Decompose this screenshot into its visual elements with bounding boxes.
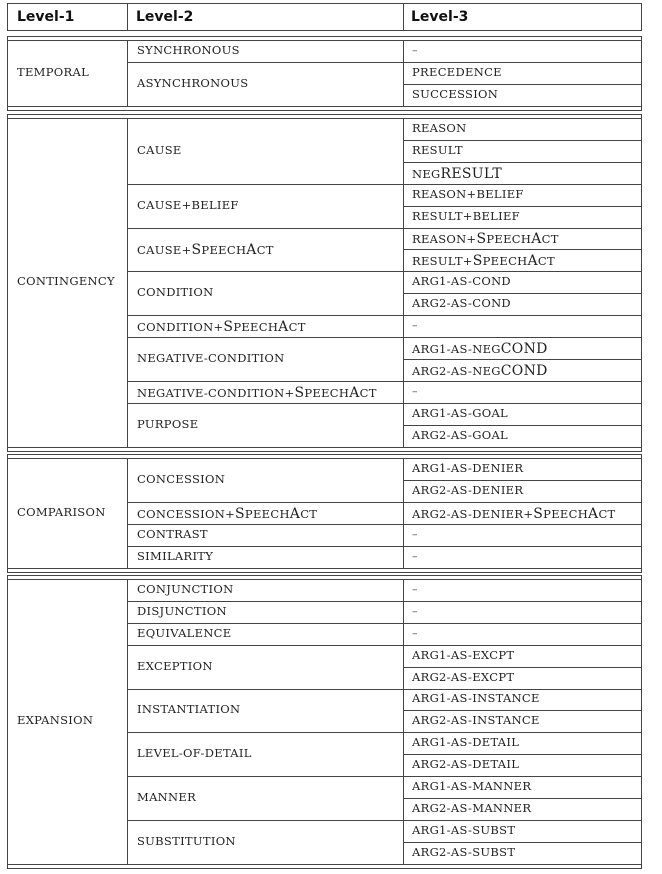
row-rule-level2	[127, 776, 641, 777]
level3-none: –	[412, 604, 418, 618]
row-rule-level3	[403, 140, 641, 141]
group-2-rule-left	[7, 454, 8, 573]
level2-manner: MANNER	[137, 790, 197, 804]
row-rule-level2	[127, 645, 641, 646]
level3-negresult: NEGRESULT	[412, 165, 502, 182]
level3-succession: SUCCESSION	[412, 86, 499, 101]
group-0-rule-col2	[403, 40, 404, 106]
level3-reason-speechact: REASON+SPEECHACT	[412, 231, 559, 248]
row-rule-level2	[127, 524, 641, 525]
level3-arg2-as-detail: ARG2-AS-DETAIL	[412, 757, 520, 772]
group-3-rule-top-outer	[7, 575, 641, 576]
level3-arg1-as-goal: ARG1-AS-GOAL	[412, 405, 508, 420]
row-rule-level3	[403, 293, 641, 294]
group-2-rule-col2	[403, 458, 404, 568]
group-0-rule-top-inner	[7, 40, 641, 41]
row-rule-level2	[127, 689, 641, 690]
header-col-rule-2	[403, 3, 404, 31]
level3-none: –	[412, 582, 418, 596]
row-rule-level3	[403, 162, 641, 163]
row-rule-level3	[403, 798, 641, 799]
row-rule-level2	[127, 623, 641, 624]
row-rule-level3	[403, 754, 641, 755]
level3-arg1-as-detail: ARG1-AS-DETAIL	[412, 735, 520, 750]
level3-result: RESULT	[412, 142, 463, 157]
level3-none: –	[412, 527, 418, 541]
level3-reason-belief: REASON+BELIEF	[412, 186, 524, 201]
row-rule-level2	[127, 502, 641, 503]
row-rule-level2	[127, 403, 641, 404]
level1-comparison: COMPARISON	[17, 504, 106, 519]
level2-cause: CAUSE	[137, 142, 182, 157]
row-rule-level2	[127, 601, 641, 602]
level2-purpose: PURPOSE	[137, 416, 199, 431]
level3-arg2-as-negcond: ARG2-AS-NEGCOND	[412, 362, 548, 379]
row-rule-level2	[127, 315, 641, 316]
row-rule-level2	[127, 184, 641, 185]
level3-arg1-as-cond: ARG1-AS-COND	[412, 274, 511, 289]
group-2-rule-top-inner	[7, 458, 641, 459]
row-rule-level2	[127, 337, 641, 338]
group-3-rule-bottom-outer	[7, 868, 641, 869]
level3-arg2-as-instance: ARG2-AS-INSTANCE	[412, 713, 540, 728]
header-level-3: Level-3	[411, 9, 469, 25]
row-rule-level3	[403, 842, 641, 843]
header-col-rule-3	[641, 3, 642, 31]
level2-negative-condition-speechact: NEGATIVE-CONDITION+SPEECHACT	[137, 384, 377, 401]
group-2-rule-top-outer	[7, 454, 641, 455]
group-0-rule-top-outer	[7, 36, 641, 37]
group-3-rule-top-inner	[7, 579, 641, 580]
level3-arg1-as-subst: ARG1-AS-SUBST	[412, 822, 516, 837]
level2-condition: CONDITION	[137, 285, 214, 300]
level1-expansion: EXPANSION	[17, 713, 94, 728]
row-rule-level3	[403, 206, 641, 207]
row-rule-level3	[403, 359, 641, 360]
row-rule-level3	[403, 425, 641, 426]
group-3-rule-left	[7, 575, 8, 869]
row-rule-level2	[127, 271, 641, 272]
level2-cause-speechact: CAUSE+SPEECHACT	[137, 242, 274, 259]
row-rule-level2	[127, 820, 641, 821]
level2-disjunction: DISJUNCTION	[137, 603, 227, 618]
group-3-rule-bottom-inner	[7, 864, 641, 865]
level2-equivalence: EQUIVALENCE	[137, 625, 232, 640]
level2-exception: EXCEPTION	[137, 658, 213, 673]
group-0-rule-col1	[127, 40, 128, 106]
level2-substitution: SUBSTITUTION	[137, 833, 236, 848]
level3-arg2-as-excpt: ARG2-AS-EXCPT	[412, 669, 515, 684]
level2-concession: CONCESSION	[137, 471, 226, 486]
group-3-rule-col1	[127, 579, 128, 864]
row-rule-level3	[403, 249, 641, 250]
level2-negative-condition: NEGATIVE-CONDITION	[137, 350, 285, 365]
level3-arg2-as-cond: ARG2-AS-COND	[412, 296, 511, 311]
group-2-rule-bottom-outer	[7, 572, 641, 573]
header-rule-bottom	[7, 30, 641, 31]
group-1-rule-col1	[127, 118, 128, 447]
header-level-1: Level-1	[17, 9, 75, 25]
level3-arg2-as-denier-speechact: ARG2-AS-DENIER+SPEECHACT	[412, 505, 616, 522]
level2-instantiation: INSTANTIATION	[137, 702, 241, 717]
level3-arg2-as-denier: ARG2-AS-DENIER	[412, 482, 524, 497]
level3-arg1-as-instance: ARG1-AS-INSTANCE	[412, 691, 540, 706]
group-1-rule-top-inner	[7, 118, 641, 119]
level3-arg2-as-subst: ARG2-AS-SUBST	[412, 844, 516, 859]
header-col-rule-0	[7, 3, 8, 31]
level3-none: –	[412, 43, 418, 57]
level2-concession-speechact: CONCESSION+SPEECHACT	[137, 505, 318, 522]
level3-arg1-as-excpt: ARG1-AS-EXCPT	[412, 647, 515, 662]
row-rule-level3	[403, 667, 641, 668]
group-1-rule-bottom-inner	[7, 447, 641, 448]
header-col-rule-1	[127, 3, 128, 31]
group-0-rule-bottom-inner	[7, 106, 641, 107]
row-rule-level2	[127, 381, 641, 382]
group-2-rule-bottom-inner	[7, 568, 641, 569]
group-3-rule-col2	[403, 579, 404, 864]
group-1-rule-right	[641, 114, 642, 452]
header-rule-top	[7, 3, 641, 4]
level2-level-of-detail: LEVEL-OF-DETAIL	[137, 746, 252, 761]
level3-arg2-as-goal: ARG2-AS-GOAL	[412, 427, 508, 442]
level3-none: –	[412, 319, 418, 333]
level3-reason: REASON	[412, 120, 467, 135]
group-1-rule-bottom-outer	[7, 451, 641, 452]
group-1-rule-left	[7, 114, 8, 452]
row-rule-level2	[127, 732, 641, 733]
level3-arg1-as-negcond: ARG1-AS-NEGCOND	[412, 340, 548, 357]
level3-arg1-as-manner: ARG1-AS-MANNER	[412, 779, 532, 794]
group-1-rule-top-outer	[7, 114, 641, 115]
level2-contrast: CONTRAST	[137, 526, 208, 541]
row-rule-level2	[127, 228, 641, 229]
level2-synchronous: SYNCHRONOUS	[137, 42, 240, 57]
level2-condition-speechact: CONDITION+SPEECHACT	[137, 319, 306, 336]
group-2-rule-col1	[127, 458, 128, 568]
level2-asynchronous: ASYNCHRONOUS	[137, 75, 249, 90]
group-0-rule-right	[641, 36, 642, 111]
level3-result-belief: RESULT+BELIEF	[412, 208, 520, 223]
level3-arg2-as-manner: ARG2-AS-MANNER	[412, 800, 532, 815]
level3-precedence: PRECEDENCE	[412, 64, 502, 79]
group-2-rule-right	[641, 454, 642, 573]
level1-temporal: TEMPORAL	[17, 64, 90, 79]
row-rule-level2	[127, 62, 641, 63]
group-0-rule-bottom-outer	[7, 110, 641, 111]
row-rule-level3	[403, 480, 641, 481]
header-level-2: Level-2	[136, 9, 194, 25]
level3-none: –	[412, 626, 418, 640]
level3-result-speechact: RESULT+SPEECHACT	[412, 253, 555, 270]
level3-arg1-as-denier: ARG1-AS-DENIER	[412, 460, 524, 475]
group-1-rule-col2	[403, 118, 404, 447]
level2-similarity: SIMILARITY	[137, 548, 214, 563]
level2-cause-belief: CAUSE+BELIEF	[137, 197, 239, 212]
level3-none: –	[412, 549, 418, 563]
group-3-rule-right	[641, 575, 642, 869]
level3-none: –	[412, 384, 418, 398]
level2-conjunction: CONJUNCTION	[137, 581, 234, 596]
level1-contingency: CONTINGENCY	[17, 274, 115, 289]
group-0-rule-left	[7, 36, 8, 111]
row-rule-level3	[403, 84, 641, 85]
row-rule-level3	[403, 710, 641, 711]
row-rule-level2	[127, 546, 641, 547]
